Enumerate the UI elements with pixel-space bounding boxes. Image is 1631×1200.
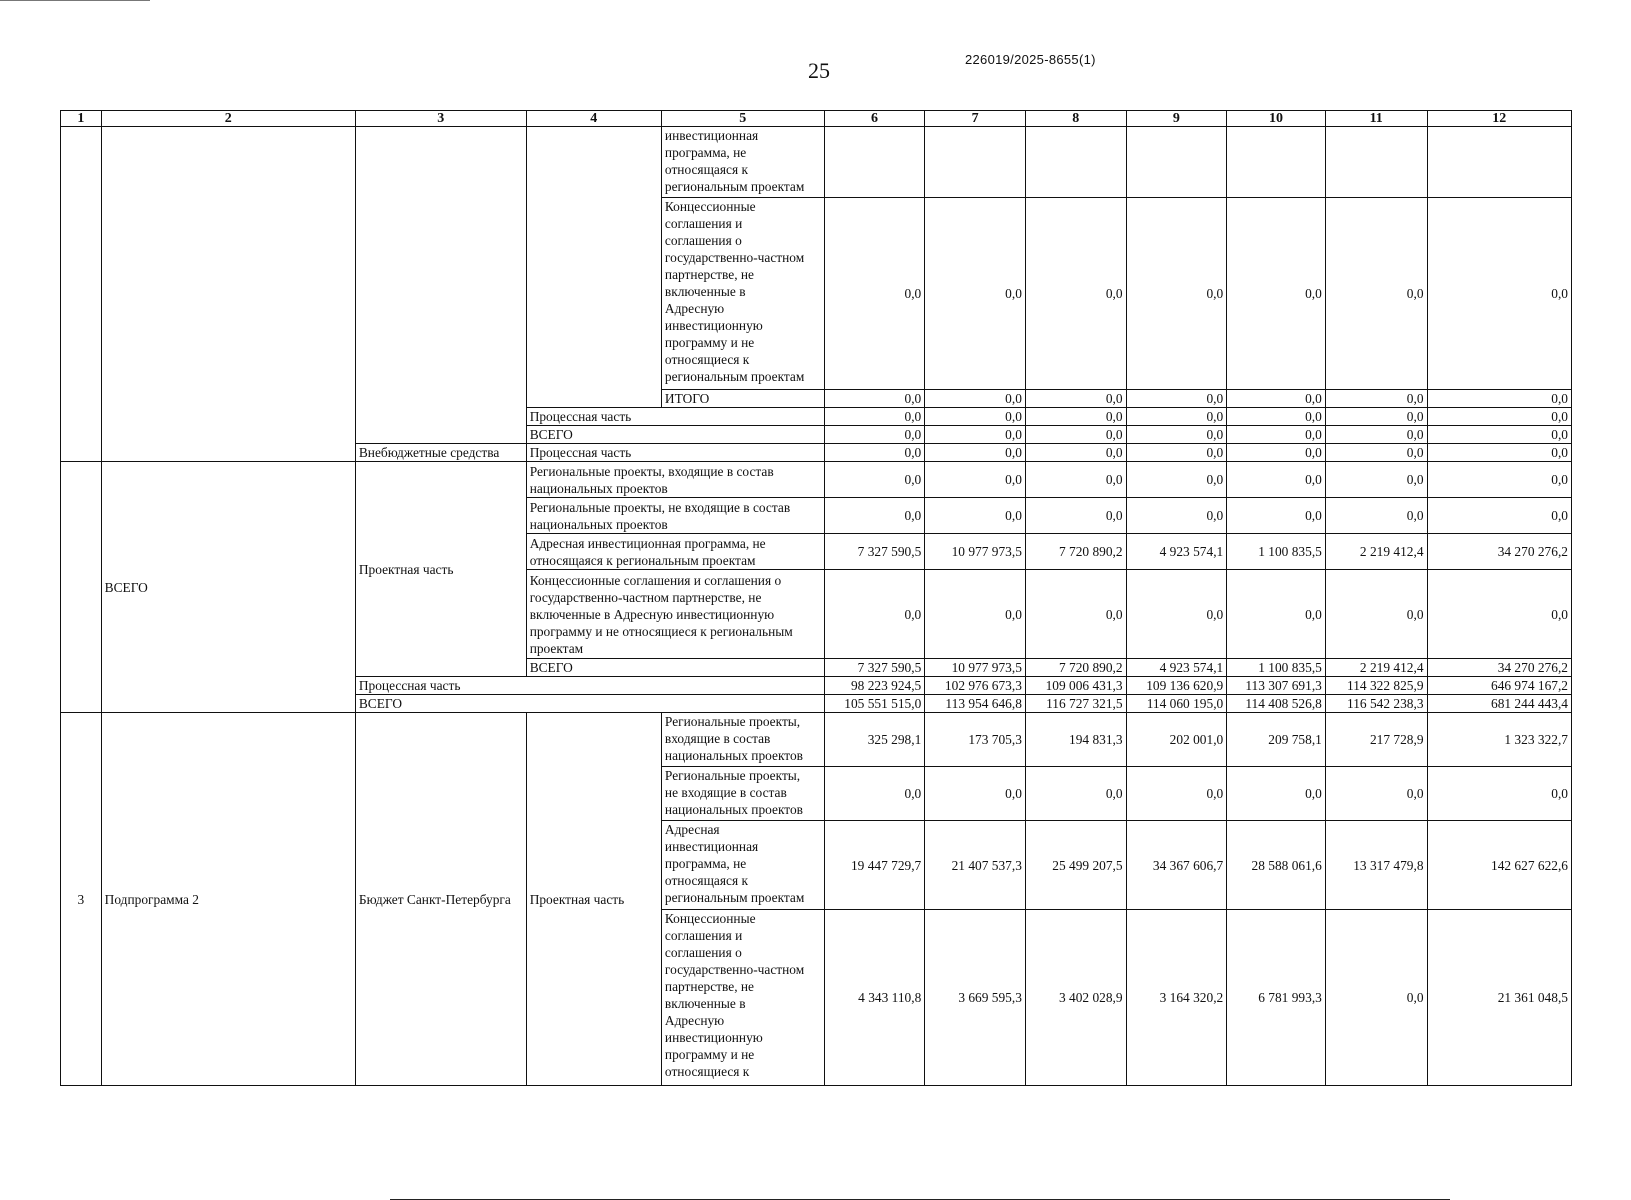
value-cell: 0,0 xyxy=(1427,390,1571,408)
budget-source-label: Бюджет Санкт-Петербурга xyxy=(355,713,526,1086)
value-cell: 0,0 xyxy=(1325,767,1427,821)
value-cell: 1 100 835,5 xyxy=(1227,534,1326,570)
row-label: Региональные проекты, входящие в состав национальных проектов xyxy=(661,713,824,767)
value-cell: 2 219 412,4 xyxy=(1325,534,1427,570)
budget-table xyxy=(60,110,1572,1086)
value-cell: 102 976 673,3 xyxy=(925,677,1026,695)
value-cell: 646 974 167,2 xyxy=(1427,677,1571,695)
value-cell: 4 923 574,1 xyxy=(1126,534,1227,570)
project-part-label: Проектная часть xyxy=(526,713,661,1086)
header-cell: 2 xyxy=(101,111,355,127)
header-cell: 10 xyxy=(1227,111,1326,127)
value-cell: 3 669 595,3 xyxy=(925,910,1026,1086)
value-cell: 109 136 620,9 xyxy=(1126,677,1227,695)
value-cell: 0,0 xyxy=(1126,767,1227,821)
value-cell: 0,0 xyxy=(1025,767,1126,821)
value-cell: 0,0 xyxy=(1325,198,1427,390)
value-cell: 21 407 537,3 xyxy=(925,821,1026,910)
value-cell: 0,0 xyxy=(1126,390,1227,408)
value-cell: 217 728,9 xyxy=(1325,713,1427,767)
value-cell: 0,0 xyxy=(1126,570,1227,659)
value-cell: 0,0 xyxy=(1325,426,1427,444)
value-cell: 114 322 825,9 xyxy=(1325,677,1427,695)
value-cell: 1 323 322,7 xyxy=(1427,713,1571,767)
value-cell: 0,0 xyxy=(925,426,1026,444)
value-cell: 3 164 320,2 xyxy=(1126,910,1227,1086)
top-rule xyxy=(0,0,150,1)
value-cell: 0,0 xyxy=(1025,570,1126,659)
row-label: Концессионные соглашения и соглашения о государственно-частном партнерстве, не включенные в Адресную инвестиционную программу и не относящиеся к региональным проектам xyxy=(661,198,824,390)
value-cell: 0,0 xyxy=(1025,498,1126,534)
value-cell: 0,0 xyxy=(925,444,1026,462)
value-cell: 0,0 xyxy=(1325,390,1427,408)
value-cell: 0,0 xyxy=(1126,426,1227,444)
header-cell: 1 xyxy=(61,111,102,127)
header-cell: 8 xyxy=(1025,111,1126,127)
value-cell: 0,0 xyxy=(1227,426,1326,444)
row-label: Концессионные соглашения и соглашения о государственно-частном партнерстве, не включенные в Адресную инвестиционную программу и не относящиеся к xyxy=(661,910,824,1086)
value-cell: 0,0 xyxy=(1325,498,1427,534)
value-cell: 0,0 xyxy=(824,570,925,659)
value-cell: 0,0 xyxy=(824,444,925,462)
value-cell: 0,0 xyxy=(1126,462,1227,498)
value-cell: 0,0 xyxy=(1427,570,1571,659)
value-cell: 114 060 195,0 xyxy=(1126,695,1227,713)
value-cell: 116 727 321,5 xyxy=(1025,695,1126,713)
col1-cell xyxy=(61,462,102,713)
value-cell: 0,0 xyxy=(1227,498,1326,534)
value-cell: 0,0 xyxy=(1325,408,1427,426)
value-cell: 0,0 xyxy=(1126,498,1227,534)
value-cell: 0,0 xyxy=(1325,570,1427,659)
value-cell: 25 499 207,5 xyxy=(1025,821,1126,910)
row-label: ВСЕГО xyxy=(526,426,824,444)
value-cell: 0,0 xyxy=(1227,198,1326,390)
value-cell: 0,0 xyxy=(1227,462,1326,498)
row-label: Адресная инвестиционная программа, не относящаяся к региональным проектам xyxy=(526,534,824,570)
value-cell: 0,0 xyxy=(1325,462,1427,498)
value-cell: 0,0 xyxy=(824,498,925,534)
col3-cell xyxy=(355,127,526,444)
row-label: Процессная часть xyxy=(355,677,824,695)
table-row xyxy=(61,127,1572,198)
value-cell: 0,0 xyxy=(1126,444,1227,462)
value-cell: 0,0 xyxy=(1227,390,1326,408)
value-cell: 0,0 xyxy=(1126,198,1227,390)
value-cell: 209 758,1 xyxy=(1227,713,1326,767)
value-cell: 7 327 590,5 xyxy=(824,659,925,677)
row-label: инвестиционная программа, не относящаяся к региональным проектам xyxy=(661,127,824,198)
total-label: ВСЕГО xyxy=(101,462,355,713)
value-cell: 0,0 xyxy=(1227,408,1326,426)
value-cell: 1 100 835,5 xyxy=(1227,659,1326,677)
value-cell xyxy=(925,127,1026,198)
value-cell: 34 367 606,7 xyxy=(1126,821,1227,910)
value-cell: 0,0 xyxy=(824,390,925,408)
table-row xyxy=(61,462,1572,498)
value-cell: 0,0 xyxy=(925,498,1026,534)
value-cell: 28 588 061,6 xyxy=(1227,821,1326,910)
value-cell xyxy=(824,127,925,198)
value-cell: 0,0 xyxy=(1025,390,1126,408)
row-label: Концессионные соглашения и соглашения о государственно-частном партнерстве, не включенные в Адресную инвестиционную программу и не относящиеся к региональным проектам xyxy=(526,570,824,659)
value-cell: 10 977 973,5 xyxy=(925,659,1026,677)
value-cell: 681 244 443,4 xyxy=(1427,695,1571,713)
value-cell: 19 447 729,7 xyxy=(824,821,925,910)
value-cell: 0,0 xyxy=(1227,570,1326,659)
col2-cell xyxy=(101,127,355,462)
col4-cell xyxy=(526,127,661,408)
value-cell: 21 361 048,5 xyxy=(1427,910,1571,1086)
value-cell: 0,0 xyxy=(824,198,925,390)
value-cell: 325 298,1 xyxy=(824,713,925,767)
value-cell: 0,0 xyxy=(1325,444,1427,462)
value-cell: 2 219 412,4 xyxy=(1325,659,1427,677)
value-cell: 142 627 622,6 xyxy=(1427,821,1571,910)
value-cell: 0,0 xyxy=(1427,426,1571,444)
row-label: Региональные проекты, не входящие в состав национальных проектов xyxy=(526,498,824,534)
value-cell: 202 001,0 xyxy=(1126,713,1227,767)
value-cell: 0,0 xyxy=(1025,462,1126,498)
value-cell: 109 006 431,3 xyxy=(1025,677,1126,695)
row-label: Региональные проекты, входящие в состав национальных проектов xyxy=(526,462,824,498)
subprogram-label: Подпрограмма 2 xyxy=(101,713,355,1086)
value-cell xyxy=(1025,127,1126,198)
value-cell: 0,0 xyxy=(1227,767,1326,821)
row-label: Процессная часть xyxy=(526,444,824,462)
value-cell: 0,0 xyxy=(1427,767,1571,821)
value-cell: 0,0 xyxy=(925,767,1026,821)
value-cell xyxy=(1227,127,1326,198)
value-cell: 113 954 646,8 xyxy=(925,695,1026,713)
value-cell: 113 307 691,3 xyxy=(1227,677,1326,695)
value-cell: 7 720 890,2 xyxy=(1025,534,1126,570)
header-cell: 5 xyxy=(661,111,824,127)
header-row xyxy=(61,111,1572,127)
value-cell xyxy=(1427,127,1571,198)
col1-cell xyxy=(61,127,102,462)
row-label: ВСЕГО xyxy=(526,659,824,677)
header-cell: 9 xyxy=(1126,111,1227,127)
value-cell: 194 831,3 xyxy=(1025,713,1126,767)
value-cell: 114 408 526,8 xyxy=(1227,695,1326,713)
value-cell: 0,0 xyxy=(1427,462,1571,498)
value-cell: 0,0 xyxy=(1025,426,1126,444)
value-cell: 3 402 028,9 xyxy=(1025,910,1126,1086)
value-cell: 4 923 574,1 xyxy=(1126,659,1227,677)
value-cell: 4 343 110,8 xyxy=(824,910,925,1086)
value-cell: 0,0 xyxy=(1227,444,1326,462)
row-label: Процессная часть xyxy=(526,408,824,426)
value-cell: 13 317 479,8 xyxy=(1325,821,1427,910)
value-cell: 116 542 238,3 xyxy=(1325,695,1427,713)
value-cell: 0,0 xyxy=(1427,498,1571,534)
value-cell: 0,0 xyxy=(1427,444,1571,462)
value-cell: 0,0 xyxy=(1025,198,1126,390)
header-cell: 6 xyxy=(824,111,925,127)
value-cell: 7 327 590,5 xyxy=(824,534,925,570)
value-cell: 0,0 xyxy=(1126,408,1227,426)
value-cell: 98 223 924,5 xyxy=(824,677,925,695)
header-cell: 12 xyxy=(1427,111,1571,127)
row-label: Региональные проекты, не входящие в состав национальных проектов xyxy=(661,767,824,821)
value-cell: 0,0 xyxy=(824,462,925,498)
value-cell: 0,0 xyxy=(1325,910,1427,1086)
value-cell: 34 270 276,2 xyxy=(1427,659,1571,677)
row-label: ВСЕГО xyxy=(355,695,824,713)
value-cell: 0,0 xyxy=(1427,198,1571,390)
header-cell: 4 xyxy=(526,111,661,127)
header-cell: 7 xyxy=(925,111,1026,127)
value-cell: 0,0 xyxy=(824,426,925,444)
value-cell xyxy=(1126,127,1227,198)
value-cell: 0,0 xyxy=(824,408,925,426)
value-cell: 0,0 xyxy=(925,198,1026,390)
value-cell: 0,0 xyxy=(925,390,1026,408)
value-cell: 7 720 890,2 xyxy=(1025,659,1126,677)
header-cell: 11 xyxy=(1325,111,1427,127)
table-row xyxy=(61,713,1572,767)
value-cell: 173 705,3 xyxy=(925,713,1026,767)
document-id: 226019/2025-8655(1) xyxy=(965,52,1096,67)
value-cell: 34 270 276,2 xyxy=(1427,534,1571,570)
value-cell: 0,0 xyxy=(1025,408,1126,426)
page-number: 25 xyxy=(808,58,830,83)
row-label: Внебюджетные средства xyxy=(355,444,526,462)
value-cell: 0,0 xyxy=(1025,444,1126,462)
row-number: 3 xyxy=(61,713,102,1086)
row-label: Адресная инвестиционная программа, не относящаяся к региональным проектам xyxy=(661,821,824,910)
itogo-label: ИТОГО xyxy=(661,390,824,408)
value-cell: 0,0 xyxy=(925,570,1026,659)
value-cell: 0,0 xyxy=(824,767,925,821)
value-cell: 0,0 xyxy=(925,462,1026,498)
value-cell: 0,0 xyxy=(1427,408,1571,426)
project-part-label: Проектная часть xyxy=(355,462,526,677)
header-cell: 3 xyxy=(355,111,526,127)
value-cell: 10 977 973,5 xyxy=(925,534,1026,570)
value-cell: 0,0 xyxy=(925,408,1026,426)
value-cell xyxy=(1325,127,1427,198)
value-cell: 6 781 993,3 xyxy=(1227,910,1326,1086)
value-cell: 105 551 515,0 xyxy=(824,695,925,713)
